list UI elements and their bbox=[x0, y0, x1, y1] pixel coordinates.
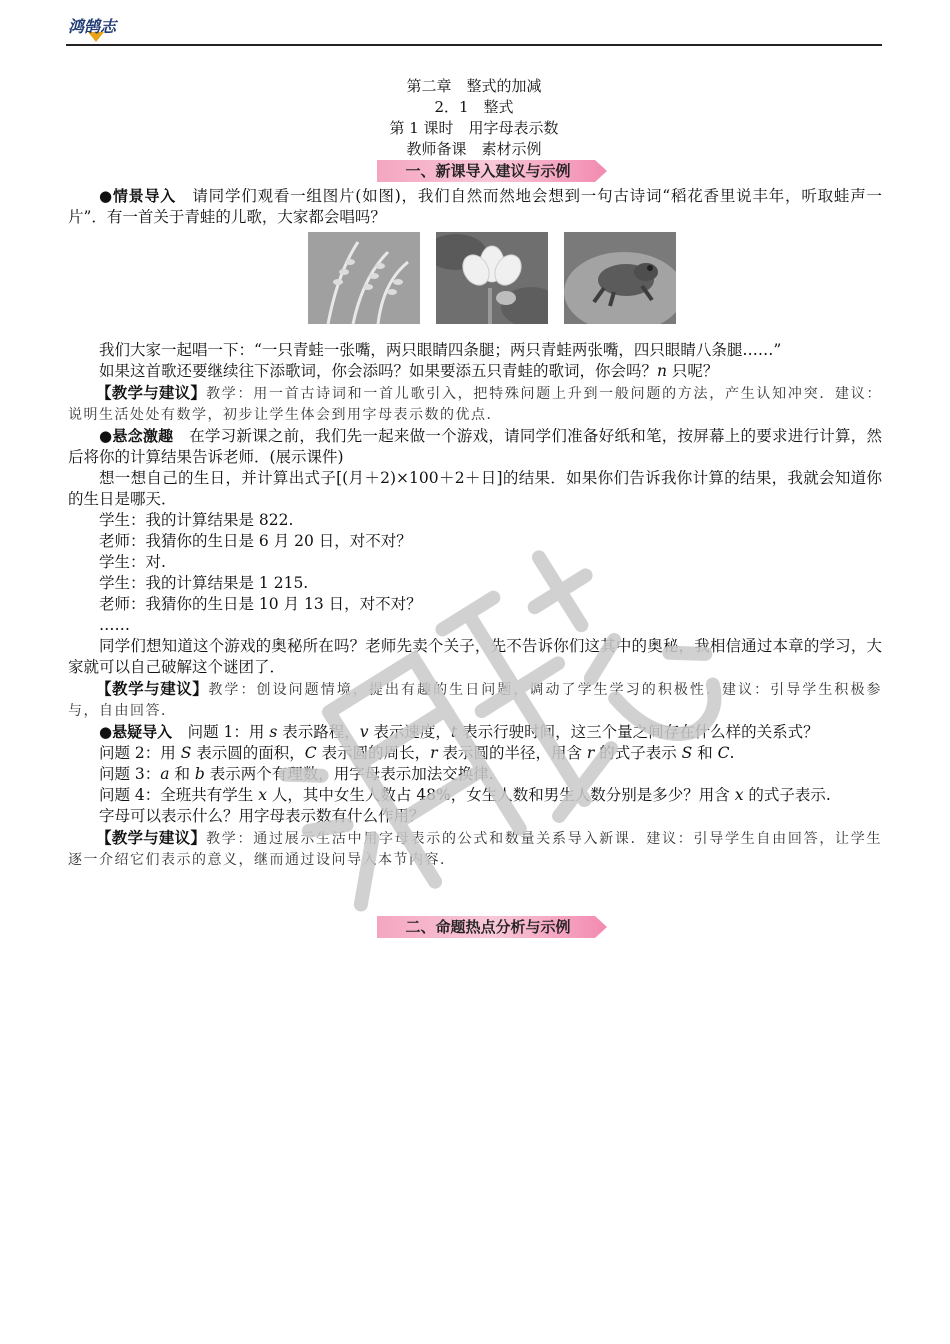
tip-text: 教学：用一首古诗词和一首儿歌引入，把特殊问题上升到一般问题的方法，产生认知冲突．建议：说明生活处处有数学，初步让学生体会到用字母表示数的优点． bbox=[68, 386, 882, 423]
tip-text: 教学：创设问题情境，提出有趣的生日问题，调动了学生学习的积极性．建议：引导学生积极参与，自由回答． bbox=[68, 682, 882, 719]
question-4 bbox=[68, 785, 882, 806]
lotus-photo bbox=[436, 232, 548, 324]
variable-C: C bbox=[717, 744, 730, 762]
question-intro-lead: ●悬疑导入 bbox=[99, 723, 173, 741]
question-1 bbox=[68, 722, 882, 743]
variable-b: b bbox=[194, 765, 205, 783]
q4-text: 的式子表示. bbox=[743, 786, 831, 804]
variable-S: S bbox=[180, 744, 192, 762]
teaching-tip-2 bbox=[68, 678, 882, 722]
tip-label: 【教学与建议】 bbox=[96, 828, 207, 847]
question-2 bbox=[68, 743, 882, 764]
variable-x: x bbox=[258, 786, 267, 804]
q2-text: 表示圆的周长， bbox=[316, 744, 431, 762]
q2-text: . bbox=[729, 744, 735, 762]
q2-label: 问题 2：用 bbox=[99, 744, 181, 762]
q4-text: 人，其中女生人数占 48%，女生人数和男生人数分别是多少？用含 bbox=[266, 786, 735, 804]
variable-C: C bbox=[304, 744, 317, 762]
question-3 bbox=[68, 764, 882, 785]
intro-paragraph bbox=[68, 186, 882, 228]
q4-label: 问题 4：全班共有学生 bbox=[99, 786, 259, 804]
brand-logo bbox=[66, 12, 142, 46]
song-question-text: 如果这首歌还要继续往下添歌词，你会添吗？如果要添五只青蛙的歌词，你会吗？ bbox=[99, 362, 658, 380]
dialogue-line: …… bbox=[99, 616, 130, 634]
lesson-content bbox=[68, 186, 882, 871]
song-question-end: 只呢？ bbox=[667, 362, 719, 380]
q1-text: 表示行驶时间，这三个量之间存在什么样的关系式？ bbox=[457, 723, 819, 741]
q3-text: 和 bbox=[169, 765, 195, 783]
tip-label: 【教学与建议】 bbox=[96, 679, 209, 698]
variable-r: r bbox=[586, 744, 595, 762]
variable-n: n bbox=[657, 362, 667, 380]
variable-v: v bbox=[359, 723, 369, 741]
variable-x: x bbox=[734, 786, 744, 804]
section-banner-one bbox=[377, 160, 607, 182]
dialogue-line: 学生：我的计算结果是 822. bbox=[99, 511, 294, 529]
tip-text: 教学：通过展示生活中用字母表示的公式和数量关系导入新课．建议：引导学生自由回答，让学生逐一介绍它们表示的意义，继而通过设问导入本节内容． bbox=[68, 831, 882, 868]
tip-label: 【教学与建议】 bbox=[96, 383, 207, 402]
section-banner-two bbox=[377, 916, 607, 938]
teaching-tip-1 bbox=[68, 382, 882, 426]
chapter-title: 第二章 整式的加减 bbox=[406, 77, 542, 95]
subtitle: 教师备课 素材示例 bbox=[406, 140, 542, 158]
teaching-tip-3 bbox=[68, 827, 882, 871]
header-divider bbox=[66, 44, 882, 46]
q1-text: 表示路程， bbox=[277, 723, 360, 741]
suspense-lead: ●悬念激趣 bbox=[99, 427, 174, 445]
variable-t: t bbox=[450, 723, 458, 741]
q2-text: 表示圆的半径，用含 bbox=[437, 744, 587, 762]
dialogue-line: 老师：我猜你的生日是 6 月 20 日，对不对？ bbox=[99, 532, 412, 550]
section-title: 2．1 整式 bbox=[434, 98, 514, 116]
banner-one-label: 一、新课导入建议与示例 bbox=[405, 162, 571, 180]
suspense-paragraph bbox=[68, 426, 882, 468]
variable-S: S bbox=[681, 744, 693, 762]
intro-text: 请同学们观看一组图片(如图)，我们自然而然地会想到一句古诗词“稻花香里说丰年，听取蛙声一片”．有一首关于青蛙的儿歌，大家都会唱吗？ bbox=[68, 187, 882, 226]
dialogue-line: 老师：我猜你的生日是 10 月 13 日，对不对？ bbox=[99, 595, 422, 613]
suspense-text: 在学习新课之前，我们先一起来做一个游戏，请同学们准备好纸和笔，按屏幕上的要求进行计算，然后将你的计算结果告诉老师．(展示课件) bbox=[68, 427, 882, 466]
rice-photo bbox=[308, 232, 420, 324]
logo-text: 鸿鹄志 bbox=[68, 17, 117, 36]
q2-text: 表示圆的面积， bbox=[191, 744, 305, 762]
letters-question: 字母可以表示什么？用字母表示数有什么作用？ bbox=[99, 807, 425, 825]
song-question bbox=[68, 361, 882, 382]
intro-lead: ●情景导入 bbox=[99, 187, 177, 205]
game-paragraph: 想一想自己的生日，并计算出式子[(月＋2)×100＋2＋日]的结果．如果你们告诉我你计算的结果，我就会知道你的生日是哪天． bbox=[68, 469, 882, 508]
q2-text: 的式子表示 bbox=[594, 744, 682, 762]
banner-two-label: 二、命题热点分析与示例 bbox=[405, 918, 571, 936]
variable-r: r bbox=[430, 744, 438, 762]
lesson-title: 第 1 课时 用字母表示数 bbox=[389, 119, 559, 137]
q1-text: 表示速度， bbox=[368, 723, 451, 741]
q1-label: 问题 1：用 bbox=[172, 723, 270, 741]
title-block bbox=[66, 76, 882, 160]
photo-strip bbox=[68, 232, 882, 332]
frog-photo bbox=[564, 232, 676, 324]
mystery-paragraph: 同学们想知道这个游戏的奥秘所在吗？老师先卖个关子，先不告诉你们这其中的奥秘，我相信通过本章的学习，大家就可以自己破解这个谜团了． bbox=[68, 637, 882, 676]
q3-text: 表示两个有理数，用字母表示加法交换律. bbox=[204, 765, 494, 783]
song-paragraph: 我们大家一起唱一下：“一只青蛙一张嘴，两只眼睛四条腿；两只青蛙两张嘴，四只眼睛八条腿……” bbox=[99, 341, 782, 359]
dialogue-line: 学生：我的计算结果是 1 215. bbox=[99, 574, 309, 592]
q3-label: 问题 3： bbox=[99, 765, 161, 783]
dialogue-line: 学生：对. bbox=[99, 553, 166, 571]
variable-a: a bbox=[160, 765, 170, 783]
variable-s: s bbox=[269, 723, 278, 741]
q2-text: 和 bbox=[692, 744, 718, 762]
